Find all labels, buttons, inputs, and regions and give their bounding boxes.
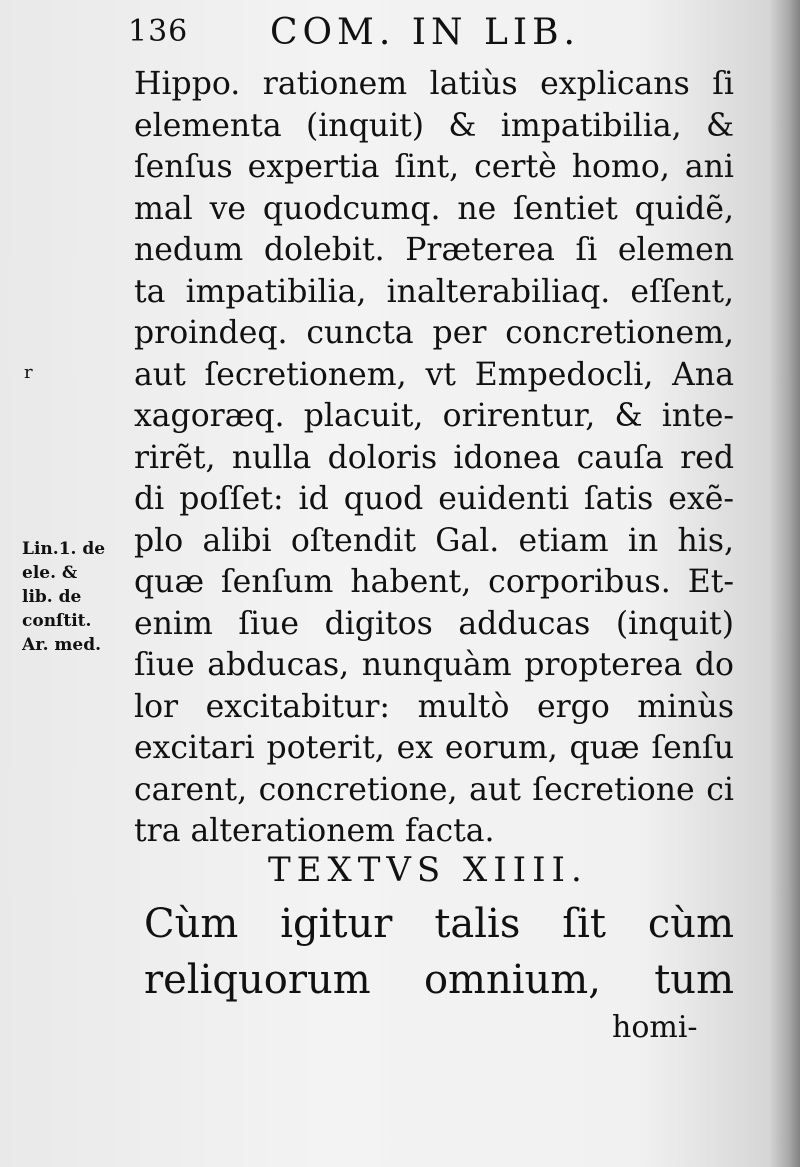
page-number: 136 bbox=[128, 14, 189, 49]
text-line: di poſſet: id quod euidenti ſatis exẽ- bbox=[134, 481, 734, 517]
text-line: excitari poterit, ex eorum, quæ ſenſu bbox=[134, 730, 734, 766]
text-line: ſenſus expertia ſint, certè homo, ani bbox=[134, 149, 734, 185]
text-line: lor excitabitur: multò ergo minùs bbox=[134, 688, 734, 725]
margin-note-line: conſtit. bbox=[22, 611, 92, 631]
text-line: proindeq. cuncta per concretionem, bbox=[134, 315, 734, 351]
text-line: reliquorum omnium, tum bbox=[144, 957, 734, 1003]
text-line: Cùm igitur talis ſit cùm bbox=[144, 901, 734, 947]
margin-note-line: Lin.1. de bbox=[22, 539, 106, 559]
text-line: aut ſecretionem, vt Empedocli, Ana bbox=[134, 356, 734, 393]
margin-note-line: lib. de bbox=[22, 587, 82, 607]
running-head: COM. IN LIB. bbox=[270, 12, 580, 53]
margin-note-line: ele. & bbox=[22, 563, 78, 583]
text-line: plo alibi oſtendit Gal. etiam in his, bbox=[134, 522, 734, 559]
aphorism-text bbox=[144, 896, 734, 1008]
text-line: carent, concretione, aut ſecretione ci bbox=[134, 771, 734, 808]
text-line: rirẽt, nulla doloris idonea cauſa red bbox=[134, 439, 734, 476]
text-line: xagoræq. placuit, orirentur, & inte- bbox=[134, 398, 734, 434]
page-gutter-shadow bbox=[770, 0, 800, 1167]
text-line: enim ſiue digitos adducas (inquit) bbox=[134, 605, 734, 642]
text-line: mal ve quodcumq. ne ſentiet quidẽ, bbox=[134, 190, 734, 227]
text-line: elementa (inquit) & impatibilia, & bbox=[134, 107, 734, 144]
section-heading: TEXTVS XIIII. bbox=[268, 850, 588, 890]
text-line: Hippo. rationem latiùs explicans ſi bbox=[134, 66, 734, 102]
margin-note-line: Ar. med. bbox=[22, 635, 102, 655]
text-line: ta impatibilia, inalterabiliaq. eſſent, bbox=[134, 273, 734, 310]
catchword: homi- bbox=[612, 1010, 698, 1045]
text-line: tra alterationem facta. bbox=[134, 813, 495, 849]
text-line: quæ ſenſum habent, corporibus. Et- bbox=[134, 564, 734, 600]
text-line: nedum dolebit. Præterea ſi elemen bbox=[134, 232, 734, 268]
commentary-text bbox=[134, 64, 734, 853]
margin-note bbox=[22, 537, 132, 657]
text-line: ſiue abducas, nunquàm propterea do bbox=[134, 647, 734, 683]
margin-mark: r bbox=[24, 362, 33, 383]
